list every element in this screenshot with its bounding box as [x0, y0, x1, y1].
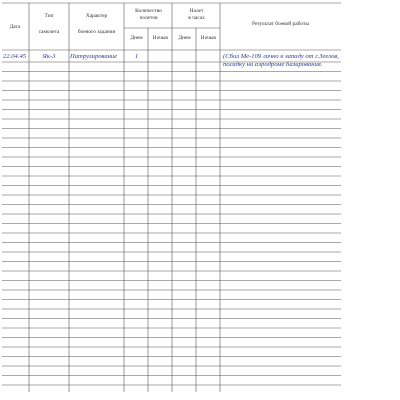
- header-sorties-line2: полетов: [139, 15, 158, 21]
- header-result: Результат боевой работы: [252, 21, 309, 27]
- header-aircraft-type-line2: самолета: [38, 29, 60, 35]
- header-sorties-line1: Количество: [135, 8, 162, 14]
- header-date: Дата: [9, 24, 21, 30]
- header-hours-day: Днем: [178, 35, 191, 41]
- header-hours-night: Ночью: [200, 35, 217, 41]
- entry-mission: Патрулирование: [70, 53, 118, 60]
- entry-aircraft-type: Як-3: [42, 53, 56, 60]
- entry-date: 22.04.45: [3, 53, 27, 60]
- entry-result: (Сбил Ме-109 лично к западу от г.Зеелов, посадку на аэродроме базирования.: [223, 53, 339, 68]
- header-sorties-day: Днем: [130, 35, 143, 41]
- header-hours-line1: Налет: [189, 8, 204, 14]
- header-mission-line1: Характер: [85, 13, 108, 19]
- header-hours-line2: в часах: [188, 15, 205, 21]
- header-aircraft-type-line1: Тип: [44, 13, 54, 19]
- entry-sorties-day: 1: [134, 53, 139, 60]
- header-mission-line2: боевого задания: [77, 29, 116, 35]
- header-sorties-night: Ночью: [152, 35, 169, 41]
